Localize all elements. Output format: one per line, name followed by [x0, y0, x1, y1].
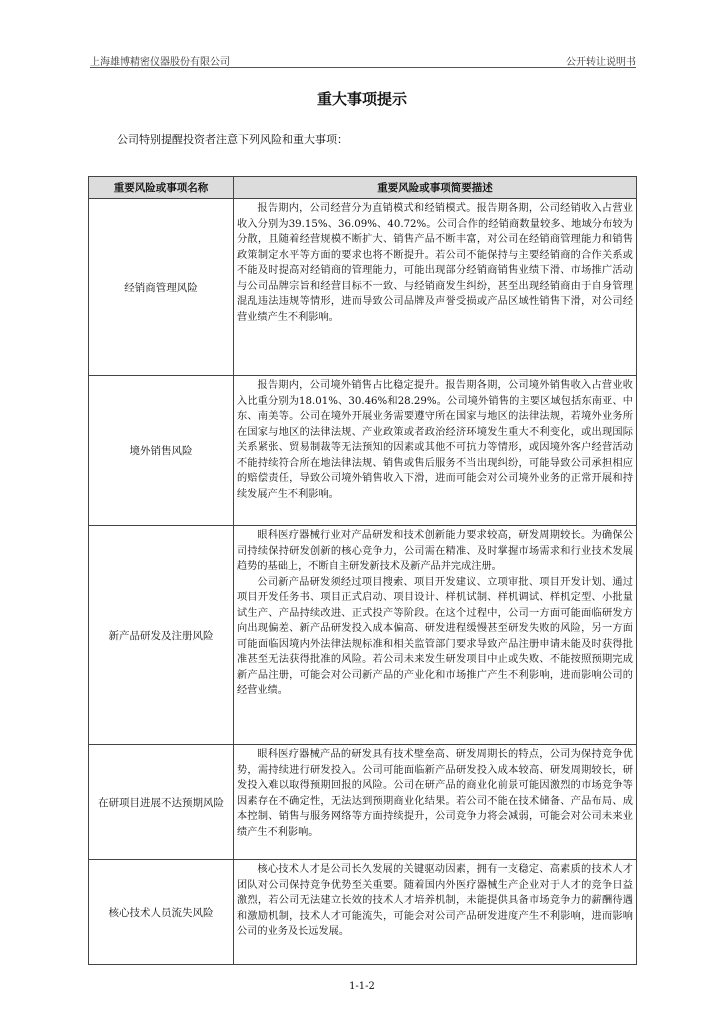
risk-description [234, 860, 637, 965]
table-row [89, 860, 637, 965]
table-header-row [89, 177, 637, 199]
risk-table [88, 176, 637, 965]
page-title: 重大事项提示 [316, 90, 407, 108]
column-header-description: 重要风险或事项简要描述 [234, 177, 637, 199]
description-paragraph: 报告期内，公司境外销售占比稳定提升。报告期各期，公司境外销售收入占营业收入比重分别为18.01%、30.46%和28.29%。公司境外销售的主要区域包括东南亚、中东、南美等。公司在境外开展业务需要遵守所在国家与地区的法律法规，若境外业务所在国家与地区的法律法规、产业政策或者政治经济环境发生重大不利变化，或出现国际关系紧张、贸易制裁等无法预知的因素或其他不可抗力等情形，或因境外客户经营活动不能持续符合所在地法律法规、销售或售后服务不当出现纠纷，可能导致公司承担相应的赔偿责任，导致公司境外销售收入下滑，进而可能会对公司境外业务的正常开展和持续发展产生不利影响。 [237, 380, 633, 500]
risk-description [234, 526, 637, 745]
header-divider [90, 67, 636, 68]
description-paragraph: 核心技术人才是公司长久发展的关键驱动因素，拥有一支稳定、高素质的技术人才团队对公司保持竞争优势至关重要。随着国内外医疗器械生产企业对于人才的竞争日益激烈，若公司无法建立长效的技术人才培养机制，未能提供具备市场竞争力的薪酬待遇和激励机制，技术人才可能流失，可能会对公司产品研发进度产生不利影响，进而影响公司的业务及长远发展。 [237, 864, 633, 937]
page-number: 1-1-2 [349, 981, 375, 992]
risk-description [234, 745, 637, 860]
risk-description [234, 376, 637, 526]
description-paragraph: 公司新产品研发须经过项目搜索、项目开发建议、立项审批、项目开发计划、通过项目开发任务书、项目正式启动、项目设计、样机试制、样机调试、样机定型、小批量试生产、产品持续改进、正式投产等阶段。在这个过程中，公司一方面可能面临研发方向出现偏差、新产品研发投入成本偏高、研发进程缓慢甚至研发失败的风险，另一方面可能面临因境内外法律法规标准和相关监管部门要求导致产品注册申请未能及时获得批准甚至无法获得批准的风险。若公司未来发生研发项目中止或失败、不能按照预期完成新产品注册，可能会对公司新产品的产业化和市场推广产生不利影响，进而影响公司的经营业绩。 [237, 576, 633, 696]
table-row [89, 745, 637, 860]
risk-name: 经销商管理风险 [89, 199, 234, 376]
page-header [90, 53, 636, 67]
risk-name: 核心技术人员流失风险 [89, 860, 234, 965]
description-paragraph: 眼科医疗器械产品的研发具有技术壁垒高、研发周期长的特点，公司为保持竞争优势，需持续进行研发投入。公司可能面临新产品研发投入成本较高、研发周期较长，研发投入难以取得预期回报的风险。公司在研产品的商业化前景可能因激烈的市场竞争等因素存在不确定性，无法达到预期商业化结果。若公司不能在技术储备、产品布局、成本控制、销售与服务网络等方面持续提升，公司竞争力将会减弱，可能会对公司未来业绩产生不利影响。 [237, 749, 633, 838]
description-paragraph: 眼科医疗器械行业对产品研发和技术创新能力要求较高，研发周期较长。为确保公司持续保持研发创新的核心竞争力，公司需在精准、及时掌握市场需求和行业技术发展趋势的基础上，不断自主研发新技术及新产品并完成注册。 [237, 530, 633, 572]
risk-description [234, 199, 637, 376]
column-header-name: 重要风险或事项名称 [89, 177, 234, 199]
table-row [89, 526, 637, 745]
header-document-type: 公开转让说明书 [566, 57, 636, 68]
description-paragraph: 报告期内，公司经营分为直销模式和经销模式。报告期各期，公司经销收入占营业收入分别为39.15%、36.09%、40.72%。公司合作的经销商数量较多、地域分布较为分散，且随着经营规模不断扩大、销售产品不断丰富，对公司在经销商管理能力和销售政策制定水平等方面的要求也将不断提升。若公司不能保持与主要经销商的合作关系或不能及时提高对经销商的管理能力，可能出现部分经销商销售业绩下滑、市场推广活动与公司品牌宗旨和经营目标不一致、与经销商发生纠纷，甚至出现经销商由于自身管理混乱违法违规等情形，进而导致公司品牌及声誉受损或产品区域性销售下滑，对公司经营业绩产生不利影响。 [237, 203, 633, 323]
header-company-name: 上海雄博精密仪器股份有限公司 [90, 57, 230, 68]
risk-name: 新产品研发及注册风险 [89, 526, 234, 745]
intro-text: 公司特别提醒投资者注意下列风险和重大事项： [117, 133, 348, 146]
table-row [89, 199, 637, 376]
risk-name: 境外销售风险 [89, 376, 234, 526]
risk-name: 在研项目进展不达预期风险 [89, 745, 234, 860]
table-row [89, 376, 637, 526]
